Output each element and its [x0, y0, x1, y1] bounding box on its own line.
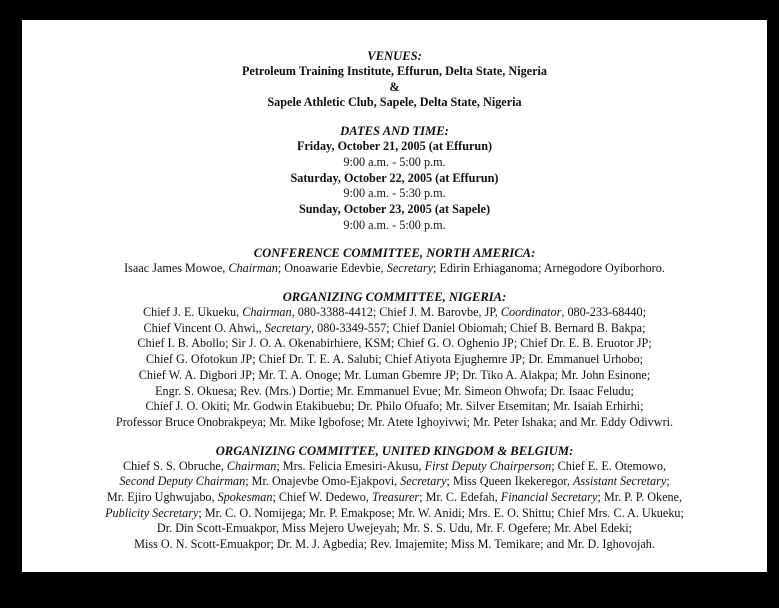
uk-committee-line-1: Chief S. S. Obruche, Chairman; Mrs. Felicia Emesiri-Akusu, First Deputy Chairperson; Chief E. E. Otemowo, [123, 458, 666, 473]
nigeria-committee-line-2: Chief Vincent O. Ahwi,, Secretary, 080-3349-557; Chief Daniel Obiomah; Chief B. Bernard B. Bakpa; [143, 320, 646, 335]
nigeria-committee-line-8: Professor Bruce Onobrakpeya; Mr. Mike Igbofose; Mr. Atete Ighoyivwi; Mr. Peter Ishaka; and Mr. Eddy Odivwri. [115, 414, 674, 429]
date-day-1: Friday, October 21, 2005 (at Effurun) [296, 139, 493, 154]
dates-heading: DATES AND TIME: [340, 124, 449, 139]
date-time-2: 9:00 a.m. - 5:30 p.m. [343, 186, 446, 201]
nigeria-committee-heading: ORGANIZING COMMITTEE, NIGERIA: [282, 290, 507, 305]
venue-1: Petroleum Training Institute, Effurun, Delta State, Nigeria [241, 64, 547, 78]
document-page [22, 20, 767, 572]
venue-2: Sapele Athletic Club, Sapele, Delta State, Nigeria [267, 95, 522, 110]
conference-committee-members: Isaac James Mowoe, Chairman; Onoawarie Edevbie, Secretary; Edirin Erhiaganoma; Arnegodore Oyiborhoro. [124, 261, 665, 276]
nigeria-committee-line-3: Chief I. B. Abollo; Sir J. O. A. Okenabirhiere, KSM; Chief G. O. Oghenio JP; Chief Dr. E. B. Eruotor JP; [137, 336, 652, 351]
document-content [22, 48, 767, 553]
date-time-3: 9:00 a.m. - 5:00 p.m. [343, 217, 446, 232]
nigeria-committee-line-5: Chief W. A. Digbori JP; Mr. T. A. Onoge; Mr. Luman Gbemre JP; Dr. Tiko A. Alakpa; Mr. John Esinone; [138, 367, 651, 382]
nigeria-committee-line-4: Chief G. Ofotokun JP; Chief Dr. T. E. A. Salubi; Chief Atiyota Ejughemre JP; Dr. Emmanuel Urhobo; [145, 352, 644, 367]
date-day-3: Sunday, October 23, 2005 (at Sapele) [298, 201, 491, 216]
uk-committee-line-3: Mr. Ejiro Ughwujabo, Spokesman; Chief W. Dedewo, Treasurer; Mr. C. Edefah, Financial Secretary; Mr. P. P. Okene, [106, 490, 683, 505]
nigeria-committee-line-1: Chief J. E. Ukueku, Chairman, 080-3388-4412; Chief J. M. Barovbe, JP, Coordinator, 080-233-68440; [143, 305, 646, 320]
uk-committee-line-2: Second Deputy Chairman; Mr. Onajevbe Omo-Ejakpovi, Secretary; Miss Queen Ikekeregor, Assistant Secretary; [119, 474, 670, 489]
venues-heading: VENUES: [367, 49, 422, 63]
nigeria-committee-line-6: Engr. S. Okuesa; Rev. (Mrs.) Dortie; Mr. Emmanuel Evue; Mr. Simeon Ohwofa; Dr. Isaac Feludu; [155, 383, 634, 398]
uk-committee-line-5: Dr. Din Scott-Emuakpor, Miss Mejero Uwejeyah; Mr. S. S. Udu, Mr. F. Ogefere; Mr. Abel Edeki; [156, 521, 633, 536]
uk-committee-line-4: Publicity Secretary; Mr. C. O. Nomijega; Mr. P. Emakpose; Mr. W. Anidi; Mrs. E. O. Shittu; Chief Mrs. C. A. Ukueku; [105, 505, 684, 520]
uk-committee-heading: ORGANIZING COMMITTEE, UNITED KINGDOM & BELGIUM: [215, 443, 574, 458]
conference-committee-heading: CONFERENCE COMMITTEE, NORTH AMERICA: [253, 246, 536, 261]
date-day-2: Saturday, October 22, 2005 (at Effurun) [290, 170, 499, 185]
venue-ampersand: & [389, 79, 400, 94]
date-time-1: 9:00 a.m. - 5:00 p.m. [343, 154, 446, 169]
nigeria-committee-line-7: Chief J. O. Okiti; Mr. Godwin Etakibuebu; Dr. Philo Ofuafo; Mr. Silver Etsemitan; Mr. Isaiah Erhirhi; [145, 399, 644, 414]
uk-committee-line-6: Miss O. N. Scott-Emuakpor; Dr. M. J. Agbedia; Rev. Imajemite; Miss M. Temikare; and Mr. D. Ighovojah. [134, 537, 655, 552]
